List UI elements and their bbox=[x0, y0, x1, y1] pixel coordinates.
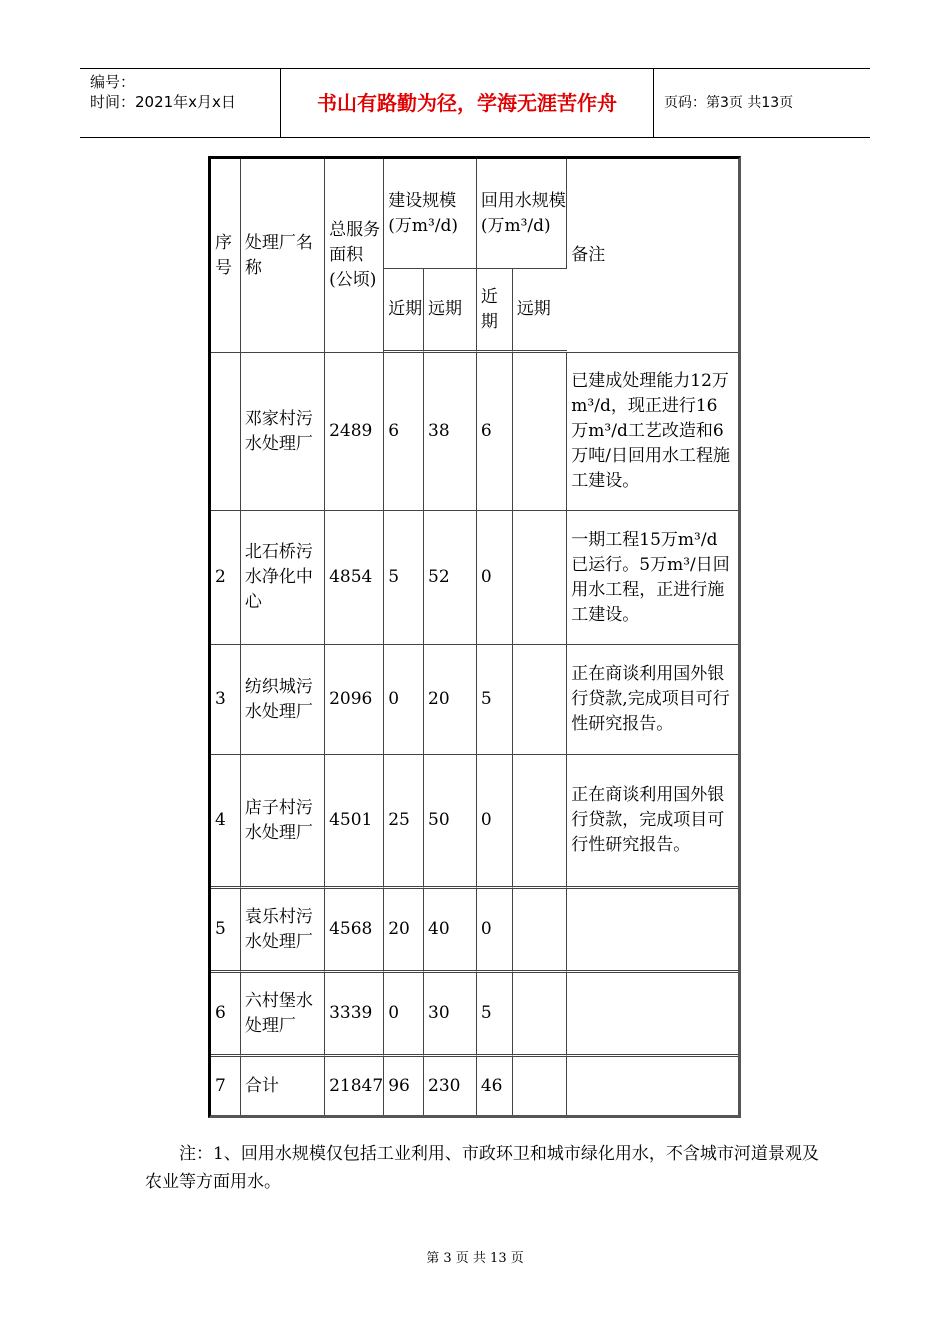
header-info bbox=[80, 69, 280, 137]
cell-remark: 正在商谈利用国外银行贷款,完成项目可行性研究报告。 bbox=[567, 645, 738, 755]
table-row bbox=[211, 645, 738, 755]
cell-remark: 已建成处理能力12万m³/d，现正进行16万m³/d工艺改造和6万吨/日回用水工程施工建设。 bbox=[567, 353, 738, 511]
cell-seq: 6 bbox=[211, 973, 241, 1057]
header-seq: 序号 bbox=[211, 159, 241, 353]
cell-reuse-far bbox=[513, 1057, 568, 1115]
wastewater-plant-table bbox=[208, 156, 741, 1118]
cell-build-near: 5 bbox=[384, 511, 424, 645]
cell-build-far: 40 bbox=[424, 889, 477, 973]
cell-reuse-far bbox=[513, 755, 568, 889]
table-row bbox=[211, 755, 738, 889]
cell-area: 3339 bbox=[325, 973, 384, 1057]
cell-reuse-near: 6 bbox=[477, 353, 513, 511]
cell-remark: 正在商谈利用国外银行贷款，完成项目可行性研究报告。 bbox=[567, 755, 738, 889]
cell-reuse-near: 0 bbox=[477, 755, 513, 889]
cell-area: 4854 bbox=[325, 511, 384, 645]
cell-name: 纺织城污水处理厂 bbox=[241, 645, 325, 755]
table-row bbox=[211, 353, 738, 511]
cell-build-near: 6 bbox=[384, 353, 424, 511]
cell-build-near: 0 bbox=[384, 973, 424, 1057]
cell-reuse-near: 0 bbox=[477, 511, 513, 645]
cell-reuse-near: 5 bbox=[477, 645, 513, 755]
cell-build-far: 50 bbox=[424, 755, 477, 889]
header-build-scale: 建设规模(万m³/d) bbox=[384, 159, 477, 269]
table-row bbox=[211, 1057, 738, 1115]
cell-seq: 5 bbox=[211, 889, 241, 973]
cell-build-far: 38 bbox=[424, 353, 477, 511]
cell-seq: 4 bbox=[211, 755, 241, 889]
cell-remark: 一期工程15万m³/d已运行。5万m³/日回用水工程，正进行施工建设。 bbox=[567, 511, 738, 645]
cell-reuse-far bbox=[513, 353, 568, 511]
document-number-label: 编号： bbox=[90, 73, 136, 91]
cell-name: 北石桥污水净化中心 bbox=[241, 511, 325, 645]
cell-build-far: 20 bbox=[424, 645, 477, 755]
header-build-far: 远期 bbox=[424, 269, 477, 353]
table-row bbox=[211, 511, 738, 645]
header-service-area: 总服务面积(公顷) bbox=[325, 159, 384, 353]
header-motto: 书山有路勤为径，学海无涯苦作舟 bbox=[280, 69, 654, 137]
cell-reuse-far bbox=[513, 511, 568, 645]
cell-reuse-far bbox=[513, 973, 568, 1057]
header-reuse-scale: 回用水规模(万m³/d) bbox=[477, 159, 567, 269]
cell-area: 2489 bbox=[325, 353, 384, 511]
cell-reuse-near: 46 bbox=[477, 1057, 513, 1115]
cell-remark bbox=[567, 973, 738, 1057]
page-header bbox=[80, 68, 870, 138]
document-date: 时间：2021年x月x日 bbox=[90, 93, 236, 111]
page-footer: 第 3 页 共 13 页 bbox=[426, 1251, 524, 1266]
cell-area: 4501 bbox=[325, 755, 384, 889]
table-row bbox=[211, 889, 738, 973]
table-note: 注：1、回用水规模仅包括工业利用、市政环卫和城市绿化用水，不含城市河道景观及农业等方面用水。 bbox=[145, 1144, 819, 1192]
cell-reuse-far bbox=[513, 645, 568, 755]
cell-name: 合计 bbox=[241, 1057, 325, 1115]
cell-build-far: 52 bbox=[424, 511, 477, 645]
cell-name: 店子村污水处理厂 bbox=[241, 755, 325, 889]
cell-build-near: 25 bbox=[384, 755, 424, 889]
cell-seq: 7 bbox=[211, 1057, 241, 1115]
cell-seq bbox=[211, 353, 241, 511]
cell-build-near: 0 bbox=[384, 645, 424, 755]
cell-build-near: 20 bbox=[384, 889, 424, 973]
cell-area: 2096 bbox=[325, 645, 384, 755]
header-build-near: 近期 bbox=[384, 269, 424, 353]
table-row bbox=[211, 973, 738, 1057]
cell-remark bbox=[567, 889, 738, 973]
header-reuse-far: 远期 bbox=[513, 269, 568, 353]
cell-seq: 2 bbox=[211, 511, 241, 645]
cell-area: 21847 bbox=[325, 1057, 384, 1115]
cell-seq: 3 bbox=[211, 645, 241, 755]
cell-name: 邓家村污水处理厂 bbox=[241, 353, 325, 511]
cell-build-far: 30 bbox=[424, 973, 477, 1057]
cell-remark bbox=[567, 1057, 738, 1115]
cell-reuse-far bbox=[513, 889, 568, 973]
cell-reuse-near: 0 bbox=[477, 889, 513, 973]
cell-build-far: 230 bbox=[424, 1057, 477, 1115]
cell-reuse-near: 5 bbox=[477, 973, 513, 1057]
cell-build-near: 96 bbox=[384, 1057, 424, 1115]
cell-name: 六村堡水处理厂 bbox=[241, 973, 325, 1057]
header-remark: 备注 bbox=[567, 159, 738, 353]
cell-area: 4568 bbox=[325, 889, 384, 973]
header-page-number: 页码：第3页 共13页 bbox=[664, 95, 794, 111]
header-reuse-near: 近期 bbox=[477, 269, 513, 353]
header-plant-name: 处理厂名称 bbox=[241, 159, 325, 353]
cell-name: 袁乐村污水处理厂 bbox=[241, 889, 325, 973]
